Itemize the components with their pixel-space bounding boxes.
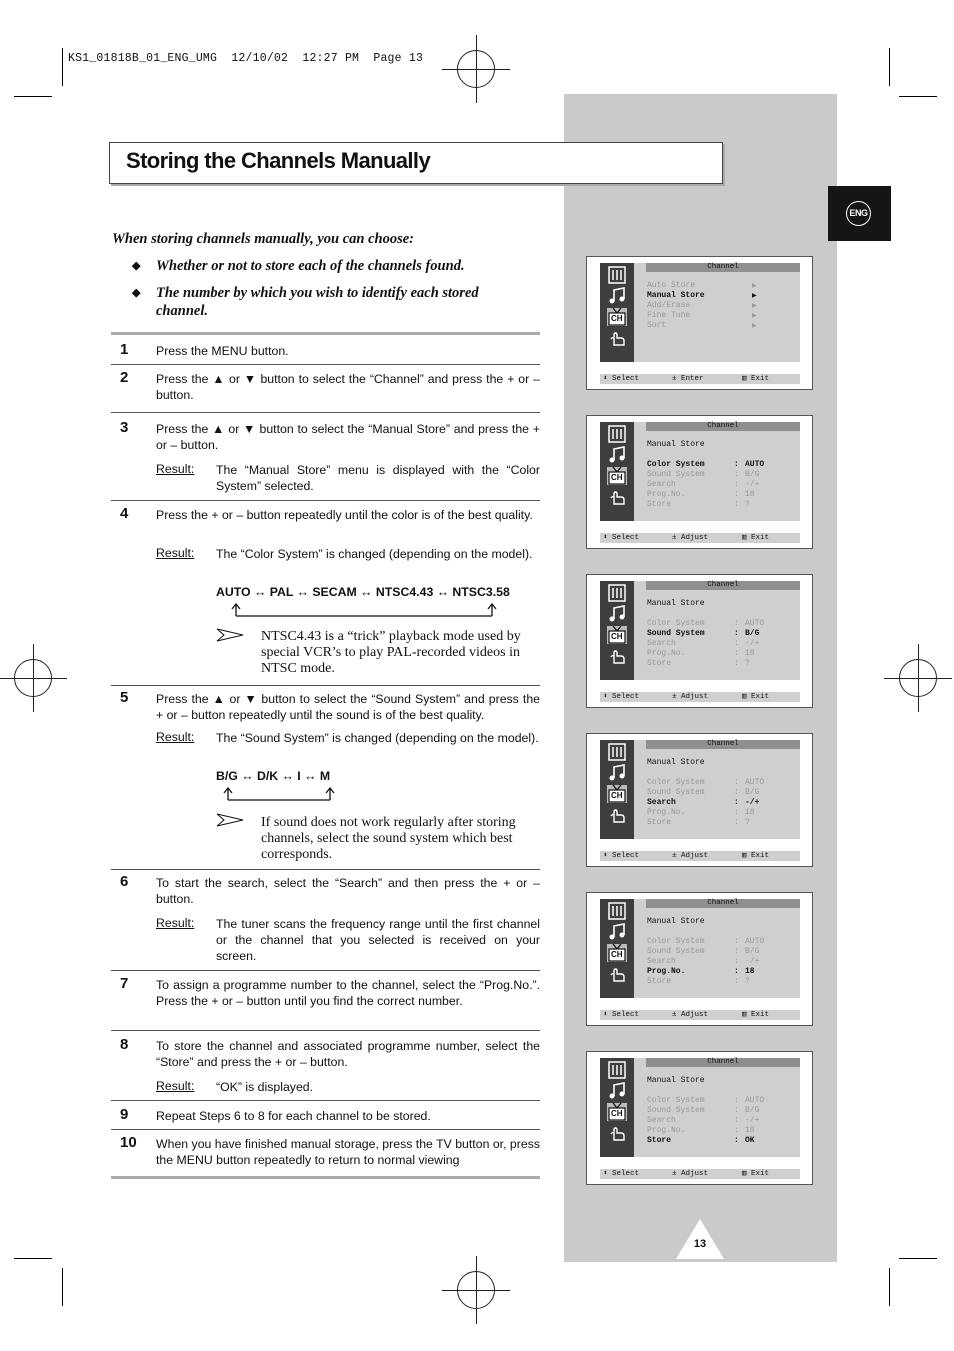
crop-mark	[889, 1268, 890, 1306]
divider	[111, 1176, 540, 1179]
picture-icon	[607, 902, 627, 920]
osd-setting-value: ?	[745, 659, 750, 668]
step-text: Press the ▲ or ▼ button to select the “Sound System” and press the + or – button repeatedly until the sound is of the best quality.	[156, 692, 540, 722]
result-label: Result:	[156, 546, 195, 560]
result-text: The “Sound System” is changed (depending on the model).	[216, 731, 539, 745]
menu-exit-icon: ▥	[742, 375, 747, 383]
submenu-arrow-icon: ▶	[752, 283, 757, 289]
osd-header: Channel	[646, 422, 800, 431]
osd-separator: :	[734, 778, 739, 787]
osd-setting-label: Search	[647, 798, 676, 807]
osd-menu-item: Manual Store	[647, 291, 705, 300]
osd-menu-area	[600, 263, 800, 362]
osd-setting-label: Search	[647, 480, 676, 489]
osd-setting-row	[647, 480, 760, 489]
cycle-arrow-icon	[228, 601, 500, 617]
osd-icon-column	[600, 899, 634, 998]
osd-separator: :	[734, 977, 739, 986]
osd-separator: :	[734, 798, 739, 807]
step-text: To store the channel and associated programme number, select the “Store” and press the + or – button.	[156, 1039, 540, 1069]
osd-setting-value: 18	[745, 1126, 755, 1135]
osd-submenu-title: Manual Store	[647, 917, 705, 926]
step-number: 8	[120, 1036, 129, 1053]
osd-footer	[600, 374, 800, 384]
crop-mark	[62, 1268, 63, 1306]
osd-icon-column	[600, 263, 634, 362]
setup-hand-icon	[607, 647, 627, 665]
osd-setting-value: 18	[745, 490, 755, 499]
osd-submenu-title: Manual Store	[647, 758, 705, 767]
osd-footer-label: Exit	[751, 852, 770, 860]
osd-footer-label: Exit	[751, 1011, 770, 1019]
channel-icon-label: CH	[611, 314, 623, 323]
osd-header: Channel	[646, 899, 800, 908]
osd-footer-label: Select	[612, 693, 640, 701]
select-updown-icon: ⬍	[603, 534, 608, 542]
sound-icon	[607, 287, 627, 305]
result-label: Result:	[156, 462, 195, 476]
note-arrow-icon	[216, 813, 244, 827]
plus-minus-icon: ±	[672, 693, 677, 701]
osd-separator: :	[734, 480, 739, 489]
channel-icon-label: CH	[611, 791, 623, 800]
osd-setting-label: Search	[647, 639, 676, 648]
osd-screen	[586, 256, 813, 390]
select-updown-icon: ⬍	[603, 852, 608, 860]
osd-setting-label: Prog.No.	[647, 967, 686, 976]
submenu-arrow-icon: ▶	[752, 313, 757, 319]
osd-menu-item: Fine Tune	[647, 311, 691, 320]
osd-footer	[600, 851, 800, 861]
channel-icon	[607, 785, 627, 803]
osd-menu-area	[600, 422, 800, 521]
plus-minus-icon: ±	[672, 1011, 677, 1019]
osd-separator: :	[734, 470, 739, 479]
divider	[111, 1100, 540, 1101]
submenu-arrow-icon: ▶	[752, 323, 757, 329]
osd-submenu-title: Manual Store	[647, 599, 705, 608]
result-text: The tuner scans the frequency range until the first channel or the channel that you selected is received on your screen.	[216, 917, 540, 963]
osd-footer-label: Select	[612, 852, 640, 860]
picture-icon	[607, 266, 627, 284]
osd-separator: :	[734, 1116, 739, 1125]
osd-setting-row	[647, 460, 765, 469]
divider	[111, 364, 540, 365]
diamond-bullet-icon: ◆	[132, 260, 141, 272]
osd-footer-label: Exit	[751, 1170, 770, 1178]
color-sequence: AUTO ↔ PAL ↔ SECAM ↔ NTSC4.43 ↔ NTSC3.58	[216, 585, 510, 599]
select-updown-icon: ⬍	[603, 375, 608, 383]
osd-footer-label: Enter	[681, 375, 704, 383]
osd-menu-item: Add/Erase	[647, 301, 691, 310]
osd-separator: :	[734, 1126, 739, 1135]
note-text: NTSC4.43 is a “trick” playback mode used by special VCR’s to play PAL-recorded videos in NTSC mode.	[261, 629, 521, 676]
step-text: Press the + or – button repeatedly until the color is of the best quality.	[156, 508, 533, 522]
intro-lead: When storing channels manually, you can choose:	[112, 231, 414, 247]
osd-icon-column	[600, 422, 634, 521]
osd-setting-value: B/G	[745, 788, 760, 797]
cycle-arrow-icon	[222, 785, 338, 801]
result-label: Result:	[156, 1079, 195, 1093]
osd-setting-row	[647, 1136, 755, 1145]
divider	[111, 1129, 540, 1130]
menu-exit-icon: ▥	[742, 1011, 747, 1019]
osd-setting-row	[647, 947, 760, 956]
osd-separator: :	[734, 500, 739, 509]
osd-separator: :	[734, 649, 739, 658]
osd-setting-row	[647, 977, 750, 986]
title-box	[109, 142, 723, 184]
osd-setting-value: ?	[745, 500, 750, 509]
osd-header: Channel	[646, 1058, 800, 1067]
osd-submenu-title: Manual Store	[647, 1076, 705, 1085]
osd-setting-value: AUTO	[745, 778, 765, 787]
crop-mark	[14, 1258, 52, 1259]
result-text: The “Manual Store” menu is displayed with the “Color System” selected.	[216, 463, 540, 493]
osd-footer	[600, 692, 800, 702]
sound-icon	[607, 764, 627, 782]
osd-setting-row	[647, 629, 760, 638]
step-number: 4	[120, 505, 129, 522]
result-label: Result:	[156, 916, 195, 930]
osd-setting-value: AUTO	[745, 460, 765, 469]
intro	[112, 231, 542, 319]
osd-footer	[600, 1169, 800, 1179]
osd-footer-label: Adjust	[681, 534, 709, 542]
osd-menu-area	[600, 1058, 800, 1157]
result-label: Result:	[156, 730, 195, 744]
osd-setting-label: Search	[647, 1116, 676, 1125]
registration-mark-bottom	[457, 1271, 495, 1309]
osd-separator: :	[734, 1096, 739, 1105]
divider	[111, 970, 540, 971]
osd-setting-label: Color System	[647, 778, 705, 787]
osd-setting-label: Color System	[647, 460, 705, 469]
channel-icon-label: CH	[611, 1109, 623, 1118]
registration-mark-top	[457, 50, 495, 88]
osd-footer-label: Exit	[751, 693, 770, 701]
osd-setting-label: Store	[647, 500, 672, 509]
submenu-arrow-icon: ▶	[752, 303, 757, 309]
osd-setting-label: Store	[647, 977, 672, 986]
osd-setting-row	[647, 659, 750, 668]
osd-separator: :	[734, 808, 739, 817]
step-text: Press the ▲ or ▼ button to select the “Manual Store” and press the + or – button.	[156, 422, 540, 452]
osd-icon-column	[600, 740, 634, 839]
osd-setting-row	[647, 639, 760, 648]
step-number: 9	[120, 1106, 129, 1123]
osd-setting-row	[647, 619, 765, 628]
osd-separator: :	[734, 639, 739, 648]
osd-separator: :	[734, 460, 739, 469]
osd-setting-value: OK	[745, 1136, 755, 1145]
plus-minus-icon: ±	[672, 852, 677, 860]
osd-screen	[586, 733, 813, 867]
step-number: 5	[120, 689, 129, 706]
plus-minus-icon: ±	[672, 1170, 677, 1178]
note-text: If sound does not work regularly after storing channels, select the sound system which best corresponds.	[261, 815, 516, 862]
sound-icon	[607, 605, 627, 623]
osd-setting-row	[647, 937, 765, 946]
divider	[111, 412, 540, 413]
osd-setting-row	[647, 808, 755, 817]
setup-hand-icon	[607, 488, 627, 506]
setup-hand-icon	[607, 329, 627, 347]
osd-icon-column	[600, 581, 634, 680]
menu-exit-icon: ▥	[742, 852, 747, 860]
submenu-arrow-icon: ▶	[752, 293, 757, 299]
channel-icon-label: CH	[611, 473, 623, 482]
menu-exit-icon: ▥	[742, 693, 747, 701]
channel-icon	[607, 467, 627, 485]
osd-icon-column	[600, 1058, 634, 1157]
osd-setting-value: AUTO	[745, 619, 765, 628]
osd-separator: :	[734, 818, 739, 827]
osd-setting-label: Color System	[647, 619, 705, 628]
channel-icon	[607, 308, 627, 326]
osd-setting-value: AUTO	[745, 937, 765, 946]
step-number: 6	[120, 873, 129, 890]
osd-setting-label: Prog.No.	[647, 490, 686, 499]
divider	[111, 332, 540, 335]
osd-separator: :	[734, 1136, 739, 1145]
osd-footer-label: Exit	[751, 375, 770, 383]
osd-separator: :	[734, 1106, 739, 1115]
osd-setting-value: ?	[745, 977, 750, 986]
osd-separator: :	[734, 490, 739, 499]
osd-setting-row	[647, 957, 760, 966]
osd-submenu-title: Manual Store	[647, 440, 705, 449]
menu-exit-icon: ▥	[742, 1170, 747, 1178]
osd-setting-row	[647, 1106, 760, 1115]
setup-hand-icon	[607, 806, 627, 824]
osd-footer	[600, 1010, 800, 1020]
osd-separator: :	[734, 937, 739, 946]
osd-footer-label: Adjust	[681, 693, 709, 701]
print-slug: KS1_01818B_01_ENG_UMG 12/10/02 12:27 PM Page 13	[68, 52, 424, 65]
channel-icon	[607, 944, 627, 962]
page-number: 13	[693, 1238, 707, 1250]
setup-hand-icon	[607, 965, 627, 983]
osd-setting-row	[647, 788, 760, 797]
channel-icon	[607, 626, 627, 644]
osd-menu-item: Auto Store	[647, 281, 696, 290]
osd-setting-label: Sound System	[647, 788, 705, 797]
osd-menu-area	[600, 740, 800, 839]
osd-setting-value: B/G	[745, 629, 760, 638]
osd-setting-value: 18	[745, 967, 755, 976]
crop-mark	[899, 1258, 937, 1259]
osd-separator: :	[734, 788, 739, 797]
step-text: When you have finished manual storage, press the TV button or, press the MENU button repeatedly to return to normal viewing	[156, 1137, 540, 1167]
step-text: Press the MENU button.	[156, 344, 289, 358]
osd-footer-label: Adjust	[681, 1011, 709, 1019]
osd-setting-row	[647, 500, 750, 509]
language-tab	[828, 186, 891, 241]
divider	[111, 1030, 540, 1031]
page-title: Storing the Channels Manually	[126, 148, 431, 173]
osd-setting-value: 18	[745, 808, 755, 817]
osd-setting-label: Store	[647, 1136, 672, 1145]
channel-icon	[607, 1103, 627, 1121]
osd-separator: :	[734, 629, 739, 638]
registration-mark-left	[14, 659, 52, 697]
step-number: 1	[120, 341, 129, 358]
step-number: 7	[120, 975, 129, 992]
osd-setting-label: Color System	[647, 1096, 705, 1105]
picture-icon	[607, 743, 627, 761]
osd-setting-label: Prog.No.	[647, 649, 686, 658]
osd-header: Channel	[646, 740, 800, 749]
osd-footer-label: Select	[612, 375, 640, 383]
osd-setting-label: Prog.No.	[647, 1126, 686, 1135]
step-number: 2	[120, 369, 129, 386]
sound-icon	[607, 1082, 627, 1100]
osd-setting-label: Search	[647, 957, 676, 966]
channel-icon-label: CH	[611, 950, 623, 959]
osd-setting-row	[647, 1116, 760, 1125]
crop-mark	[14, 96, 52, 97]
osd-header: Channel	[646, 263, 800, 272]
divider	[111, 500, 540, 501]
result-text: “OK” is displayed.	[216, 1080, 314, 1094]
menu-exit-icon: ▥	[742, 534, 747, 542]
picture-icon	[607, 584, 627, 602]
osd-footer-label: Adjust	[681, 852, 709, 860]
diamond-bullet-icon: ◆	[132, 287, 141, 299]
osd-setting-row	[647, 967, 755, 976]
sound-icon	[607, 923, 627, 941]
osd-menu-item: Sort	[647, 321, 667, 330]
step-number: 10	[120, 1134, 137, 1151]
osd-separator: :	[734, 957, 739, 966]
osd-setting-value: -/+	[745, 1116, 760, 1125]
osd-setting-label: Sound System	[647, 947, 705, 956]
osd-setting-value: ?	[745, 818, 750, 827]
osd-separator: :	[734, 967, 739, 976]
divider	[111, 685, 540, 686]
step-text: Repeat Steps 6 to 8 for each channel to be stored.	[156, 1109, 431, 1123]
osd-setting-value: -/+	[745, 480, 760, 489]
osd-screen	[586, 1051, 813, 1185]
step-text: To start the search, select the “Search” and then press the + or – button.	[156, 876, 540, 906]
osd-setting-row	[647, 490, 755, 499]
osd-separator: :	[734, 947, 739, 956]
sound-sequence: B/G ↔ D/K ↔ I ↔ M	[216, 769, 331, 783]
plus-minus-icon: ±	[672, 534, 677, 542]
osd-setting-label: Sound System	[647, 629, 705, 638]
step-text: Press the ▲ or ▼ button to select the “Channel” and press the + or – button.	[156, 372, 540, 402]
osd-header: Channel	[646, 581, 800, 590]
channel-icon-label: CH	[611, 632, 623, 641]
osd-footer-label: Select	[612, 1011, 640, 1019]
osd-screen	[586, 574, 813, 708]
osd-separator: :	[734, 619, 739, 628]
osd-setting-value: -/+	[745, 639, 760, 648]
crop-mark	[899, 96, 937, 97]
osd-footer-label: Exit	[751, 534, 770, 542]
picture-icon	[607, 1061, 627, 1079]
osd-setting-label: Color System	[647, 937, 705, 946]
osd-setting-row	[647, 1126, 755, 1135]
osd-footer-label: Select	[612, 534, 640, 542]
osd-setting-row	[647, 798, 760, 807]
sound-icon	[607, 446, 627, 464]
osd-footer-label: Select	[612, 1170, 640, 1178]
osd-setting-label: Store	[647, 818, 672, 827]
osd-setting-row	[647, 1096, 765, 1105]
select-updown-icon: ⬍	[603, 1011, 608, 1019]
osd-setting-label: Sound System	[647, 470, 705, 479]
registration-mark-right	[899, 659, 937, 697]
osd-menu-area	[600, 581, 800, 680]
setup-hand-icon	[607, 1124, 627, 1142]
language-tab-label: ENG	[846, 201, 871, 226]
osd-setting-row	[647, 818, 750, 827]
osd-setting-label: Store	[647, 659, 672, 668]
step-text: To assign a programme number to the channel, select the “Prog.No.”. Press the + or – button until you find the correct number.	[156, 978, 540, 1008]
note-arrow-icon	[216, 628, 244, 642]
result-text: The “Color System” is changed (depending on the model).	[216, 547, 533, 561]
crop-mark	[62, 48, 63, 86]
osd-setting-value: B/G	[745, 947, 760, 956]
select-updown-icon: ⬍	[603, 1170, 608, 1178]
divider	[111, 869, 540, 870]
osd-separator: :	[734, 659, 739, 668]
osd-menu-area	[600, 899, 800, 998]
intro-bullet: ◆ The number by which you wish to identify each stored channel.	[132, 285, 479, 319]
step-number: 3	[120, 419, 129, 436]
osd-screen	[586, 415, 813, 549]
intro-bullet: ◆ Whether or not to store each of the channels found.	[132, 258, 465, 274]
osd-setting-row	[647, 778, 765, 787]
osd-setting-row	[647, 649, 755, 658]
osd-footer	[600, 533, 800, 543]
osd-setting-label: Sound System	[647, 1106, 705, 1115]
osd-setting-value: B/G	[745, 470, 760, 479]
osd-setting-value: -/+	[745, 957, 760, 966]
osd-setting-label: Prog.No.	[647, 808, 686, 817]
osd-footer-label: Adjust	[681, 1170, 709, 1178]
osd-screen	[586, 892, 813, 1026]
picture-icon	[607, 425, 627, 443]
select-updown-icon: ⬍	[603, 693, 608, 701]
osd-setting-value: 18	[745, 649, 755, 658]
plus-minus-icon: ±	[672, 375, 677, 383]
osd-setting-value: -/+	[745, 798, 760, 807]
osd-setting-value: AUTO	[745, 1096, 765, 1105]
crop-mark	[889, 48, 890, 86]
osd-setting-row	[647, 470, 760, 479]
osd-setting-value: B/G	[745, 1106, 760, 1115]
